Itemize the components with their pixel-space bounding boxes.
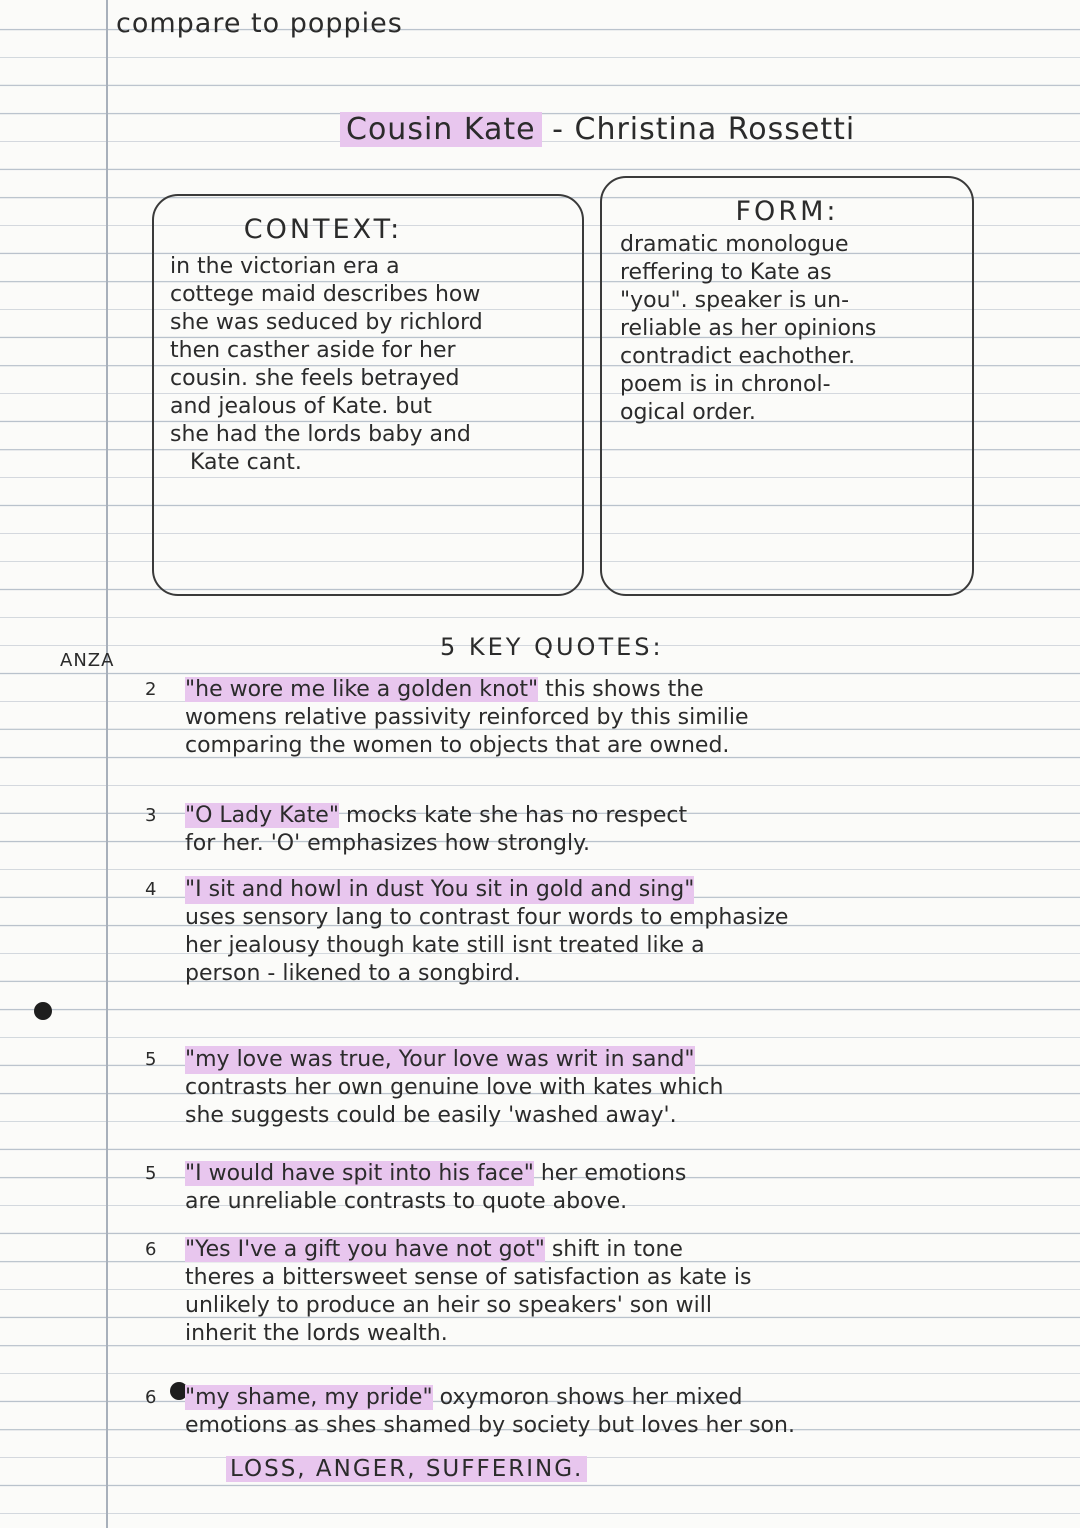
quote-note: mocks kate she has no respect: [345, 803, 688, 828]
context-line: in the victorian era a: [170, 254, 400, 279]
quote-note: her emotions: [540, 1161, 687, 1186]
quote-text: "my shame, my pride": [185, 1385, 433, 1410]
quote-note: theres a bittersweet sense of satisfaction as kate is: [185, 1265, 752, 1290]
form-line: poem is in chronol-: [620, 372, 831, 397]
context-line: she was seduced by richlord: [170, 310, 483, 335]
quote-note: oxymoron shows her mixed: [439, 1385, 743, 1410]
quote-note: comparing the women to objects that are owned.: [185, 733, 730, 758]
quote-item: [145, 802, 985, 858]
context-line: cottege maid describes how: [170, 282, 481, 307]
quote-text: "Yes I've a gift you have not got": [185, 1237, 545, 1262]
form-body: [602, 227, 972, 427]
quote-note: inherit the lords wealth.: [185, 1321, 448, 1346]
context-line: cousin. she feels betrayed: [170, 366, 460, 391]
quote-note: shift in tone: [551, 1237, 683, 1262]
context-box: [152, 194, 584, 596]
page-title: [340, 112, 855, 147]
quote-number: 6: [145, 1239, 157, 1260]
title-separator: -: [541, 112, 575, 147]
form-line: ogical order.: [620, 400, 756, 425]
quote-text: "my love was true, Your love was writ in sand": [185, 1047, 695, 1072]
quote-number: 5: [145, 1049, 157, 1070]
quote-number: 4: [145, 879, 157, 900]
quotes-heading: 5 KEY QUOTES:: [440, 633, 664, 661]
quote-text: "I would have spit into his face": [185, 1161, 534, 1186]
quote-note: unlikely to produce an heir so speakers' son will: [185, 1293, 712, 1318]
top-note: compare to poppies: [116, 8, 403, 39]
quote-text: "O Lady Kate": [185, 803, 339, 828]
side-label: ANZA: [60, 650, 115, 671]
form-line: dramatic monologue: [620, 232, 849, 257]
quote-item: [145, 1160, 985, 1216]
quote-item: [145, 1236, 985, 1348]
summary-themes: LOSS, ANGER, SUFFERING.: [226, 1456, 587, 1482]
form-heading: FORM:: [735, 196, 839, 227]
quote-number: 5: [145, 1163, 157, 1184]
poem-author: Christina Rossetti: [574, 112, 856, 147]
quote-text: "he wore me like a golden knot": [185, 677, 539, 702]
quote-text: "I sit and howl in dust You sit in gold and sing": [185, 877, 695, 902]
context-body: [154, 245, 582, 477]
context-line: she had the lords baby and: [170, 422, 471, 447]
quote-note: she suggests could be easily 'washed away'.: [185, 1103, 677, 1128]
context-heading: CONTEXT:: [243, 214, 403, 245]
context-line: and jealous of Kate. but: [170, 394, 432, 419]
context-line: Kate cant.: [190, 450, 302, 475]
quote-note: person - likened to a songbird.: [185, 961, 521, 986]
form-line: "you". speaker is un-: [620, 288, 850, 313]
quote-item: [145, 676, 985, 760]
quote-item: [145, 1046, 985, 1130]
context-line: then casther aside for her: [170, 338, 456, 363]
quote-note: uses sensory lang to contrast four words to emphasize: [185, 905, 789, 930]
margin-line: [106, 0, 108, 1528]
quote-number: 6: [145, 1387, 157, 1408]
form-box: [600, 176, 974, 596]
form-line: contradict eachother.: [620, 344, 856, 369]
quote-note: her jealousy though kate still isnt treated like a: [185, 933, 705, 958]
quote-note: for her. 'O' emphasizes how strongly.: [185, 831, 591, 856]
quote-note: womens relative passivity reinforced by this similie: [185, 705, 749, 730]
binder-hole: [34, 1002, 52, 1020]
quote-number: 3: [145, 805, 157, 826]
quote-number: 2: [145, 679, 157, 700]
quote-item: [145, 1384, 985, 1440]
form-line: reliable as her opinions: [620, 316, 877, 341]
form-line: reffering to Kate as: [620, 260, 832, 285]
quote-note: are unreliable contrasts to quote above.: [185, 1189, 628, 1214]
quote-note: emotions as shes shamed by society but loves her son.: [185, 1413, 795, 1438]
poem-title: Cousin Kate: [340, 112, 542, 147]
quote-note: contrasts her own genuine love with kates which: [185, 1075, 724, 1100]
quote-item: [145, 876, 985, 988]
quote-note: this shows the: [545, 677, 704, 702]
